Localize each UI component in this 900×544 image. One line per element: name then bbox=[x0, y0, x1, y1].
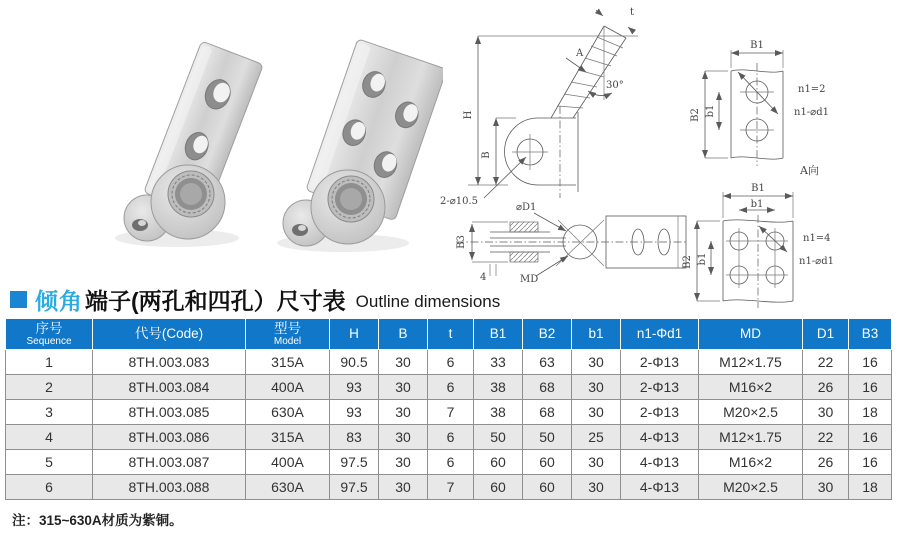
table-cell: 25 bbox=[572, 425, 621, 450]
title-bullet-square bbox=[10, 291, 27, 308]
table-cell: 83 bbox=[330, 425, 379, 450]
four-hole-terminal-photo bbox=[248, 15, 443, 265]
header-cell: n1-Φd1 bbox=[621, 319, 699, 350]
table-cell: 8TH.003.087 bbox=[93, 450, 246, 475]
dim-b1-top-label: b1 bbox=[750, 199, 764, 210]
table-cell: 38 bbox=[474, 400, 523, 425]
terminal-clamp bbox=[283, 170, 385, 246]
table-cell: 30 bbox=[379, 350, 428, 375]
angle-label: 30° bbox=[606, 80, 624, 91]
table-cell: 22 bbox=[803, 350, 849, 375]
dim-D1-label: ⌀D1 bbox=[516, 202, 537, 213]
table-cell: 8TH.003.084 bbox=[93, 375, 246, 400]
table-cell: 97.5 bbox=[330, 475, 379, 500]
header-cell: B bbox=[379, 319, 428, 350]
table-cell: 26 bbox=[803, 450, 849, 475]
table-cell: 6 bbox=[428, 450, 474, 475]
clamp-view-drawing bbox=[438, 198, 690, 286]
table-cell: 6 bbox=[428, 350, 474, 375]
table-cell: 8TH.003.083 bbox=[93, 350, 246, 375]
table-cell: 30 bbox=[379, 450, 428, 475]
table-cell: 2 bbox=[6, 375, 93, 400]
table-cell: 6 bbox=[428, 425, 474, 450]
table-cell: 22 bbox=[803, 425, 849, 450]
table-cell: 8TH.003.086 bbox=[93, 425, 246, 450]
view-A-direction-label: A向 bbox=[800, 164, 819, 177]
table-cell: M12×1.75 bbox=[699, 350, 803, 375]
dim-B2-label: B2 bbox=[682, 255, 693, 269]
table-row bbox=[6, 350, 892, 375]
side-view-drawing bbox=[438, 0, 690, 212]
table-cell: 68 bbox=[523, 375, 572, 400]
table-cell: 30 bbox=[572, 375, 621, 400]
table-cell: 1 bbox=[6, 350, 93, 375]
header-cell: MD bbox=[699, 319, 803, 350]
view-A-label: A bbox=[576, 48, 584, 59]
table-cell: 38 bbox=[474, 375, 523, 400]
table-cell: 90.5 bbox=[330, 350, 379, 375]
section-title bbox=[10, 283, 500, 316]
table-cell: 30 bbox=[379, 400, 428, 425]
table-cell: 93 bbox=[330, 375, 379, 400]
dim-H-label: H bbox=[463, 110, 474, 120]
table-cell: 7 bbox=[428, 400, 474, 425]
title-main-text: 端子(两孔和四孔）尺寸表 bbox=[85, 288, 346, 314]
table-cell: 30 bbox=[379, 425, 428, 450]
table-row bbox=[6, 400, 892, 425]
table-cell: 60 bbox=[474, 450, 523, 475]
header-cell: 序号 Sequence bbox=[6, 319, 93, 350]
table-row bbox=[6, 375, 892, 400]
table-row bbox=[6, 475, 892, 500]
table-cell: 16 bbox=[849, 375, 892, 400]
table-cell: 4-Φ13 bbox=[621, 425, 699, 450]
table-cell: 26 bbox=[803, 375, 849, 400]
hole-dia-label: n1-⌀d1 bbox=[799, 256, 834, 267]
table-cell: 30 bbox=[379, 375, 428, 400]
terminal-clamp bbox=[124, 165, 225, 241]
header-cell: 代号(Code) bbox=[93, 319, 246, 350]
table-cell: 30 bbox=[379, 475, 428, 500]
dim-B1-label: B1 bbox=[751, 183, 765, 194]
table-cell: 60 bbox=[523, 450, 572, 475]
table-cell: 4 bbox=[6, 425, 93, 450]
table-cell: M16×2 bbox=[699, 375, 803, 400]
two-hole-terminal-photo bbox=[85, 20, 265, 260]
table-cell: 7 bbox=[428, 475, 474, 500]
table-cell: 93 bbox=[330, 400, 379, 425]
dimensions-table bbox=[5, 318, 892, 500]
table-header-row bbox=[6, 319, 892, 350]
table-cell: 16 bbox=[849, 350, 892, 375]
table-cell: 6 bbox=[6, 475, 93, 500]
table-cell: 50 bbox=[474, 425, 523, 450]
table-cell: 3 bbox=[6, 400, 93, 425]
table-cell: 30 bbox=[572, 450, 621, 475]
header-cell: B3 bbox=[849, 319, 892, 350]
table-row bbox=[6, 450, 892, 475]
table-cell: 400A bbox=[246, 450, 330, 475]
footnote: 注：315~630A材质为紫铜。 bbox=[12, 513, 183, 528]
dim-B2-label: B2 bbox=[690, 108, 701, 122]
table-cell: 16 bbox=[849, 425, 892, 450]
table-cell: 2-Φ13 bbox=[621, 375, 699, 400]
table-cell: 16 bbox=[849, 450, 892, 475]
table-cell: 60 bbox=[474, 475, 523, 500]
hole-count-label: n1=2 bbox=[798, 84, 826, 95]
table-cell: 8TH.003.088 bbox=[93, 475, 246, 500]
dim-4-label: 4 bbox=[480, 272, 487, 283]
header-cell: B2 bbox=[523, 319, 572, 350]
table-cell: 33 bbox=[474, 350, 523, 375]
four-hole-view-drawing bbox=[680, 170, 898, 310]
table-cell: 4-Φ13 bbox=[621, 450, 699, 475]
table-cell: 315A bbox=[246, 350, 330, 375]
title-english-text: Outline dimensions bbox=[355, 291, 501, 311]
dim-b1-left-label: b1 bbox=[697, 252, 708, 266]
title-accent-text: 倾角 bbox=[35, 288, 83, 314]
table-cell: 2-Φ13 bbox=[621, 400, 699, 425]
hole-dia-label: n1-⌀d1 bbox=[794, 107, 829, 118]
table-cell: 30 bbox=[803, 400, 849, 425]
table-cell: 50 bbox=[523, 425, 572, 450]
table-cell: 97.5 bbox=[330, 450, 379, 475]
header-cell: B1 bbox=[474, 319, 523, 350]
dim-MD-label: MD bbox=[520, 274, 539, 285]
two-hole-view-drawing bbox=[690, 8, 895, 170]
header-cell: t bbox=[428, 319, 474, 350]
table-cell: 315A bbox=[246, 425, 330, 450]
dim-b1-label: b1 bbox=[705, 104, 716, 118]
table-cell: 400A bbox=[246, 375, 330, 400]
table-cell: 6 bbox=[428, 375, 474, 400]
dim-B3-label: B3 bbox=[456, 235, 467, 249]
table-cell: M12×1.75 bbox=[699, 425, 803, 450]
header-cell: H bbox=[330, 319, 379, 350]
table-cell: 30 bbox=[572, 475, 621, 500]
hole-count-label: n1=4 bbox=[803, 233, 831, 244]
table-cell: 68 bbox=[523, 400, 572, 425]
table-cell: 630A bbox=[246, 400, 330, 425]
table-cell: M16×2 bbox=[699, 450, 803, 475]
header-cell: b1 bbox=[572, 319, 621, 350]
table-cell: 630A bbox=[246, 475, 330, 500]
table-cell: M20×2.5 bbox=[699, 475, 803, 500]
header-cell: D1 bbox=[803, 319, 849, 350]
header-cell: 型号 Model bbox=[246, 319, 330, 350]
table-body bbox=[6, 350, 892, 500]
hole-callout-label: 2-⌀10.5 bbox=[440, 196, 479, 207]
table-cell: 18 bbox=[849, 400, 892, 425]
table-cell: M20×2.5 bbox=[699, 400, 803, 425]
table-cell: 18 bbox=[849, 475, 892, 500]
table-cell: 4-Φ13 bbox=[621, 475, 699, 500]
dim-B1-label: B1 bbox=[750, 40, 764, 51]
table-cell: 30 bbox=[572, 400, 621, 425]
dim-t-label: t bbox=[630, 7, 635, 18]
table-cell: 30 bbox=[572, 350, 621, 375]
table-cell: 8TH.003.085 bbox=[93, 400, 246, 425]
table-cell: 5 bbox=[6, 450, 93, 475]
table-cell: 2-Φ13 bbox=[621, 350, 699, 375]
dim-B-label: B bbox=[481, 151, 492, 159]
table-cell: 63 bbox=[523, 350, 572, 375]
table-cell: 30 bbox=[803, 475, 849, 500]
table-row bbox=[6, 425, 892, 450]
table-cell: 60 bbox=[523, 475, 572, 500]
